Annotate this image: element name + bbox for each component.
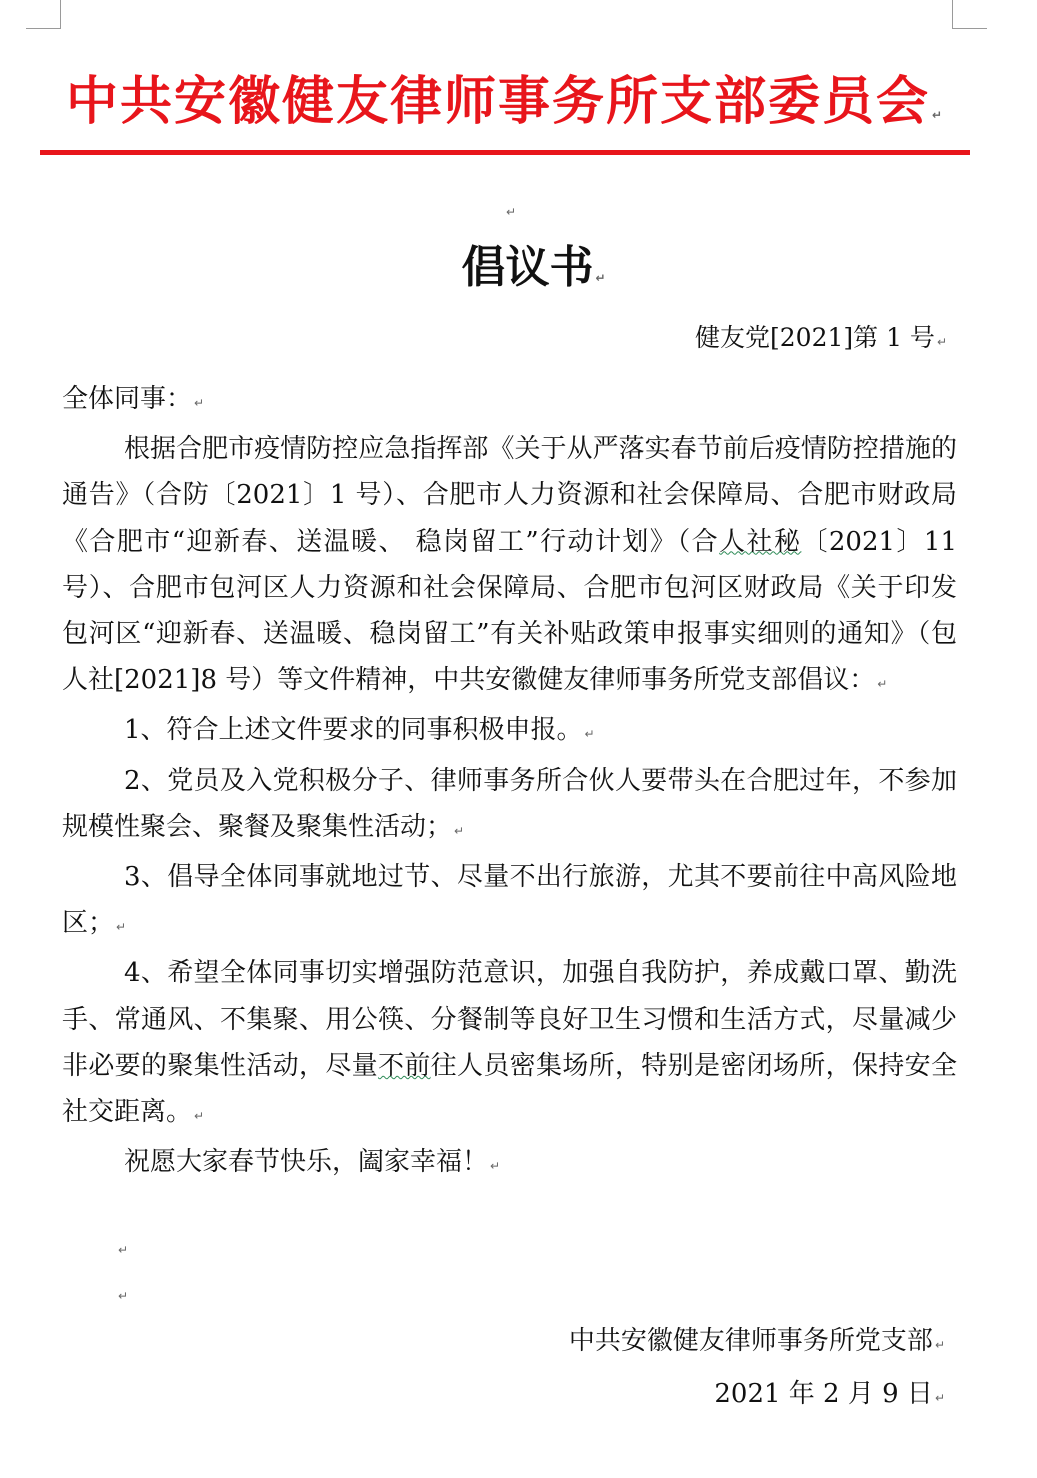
page-corner-mark-top-right xyxy=(952,0,987,29)
letterhead-red-rule xyxy=(40,150,970,155)
spellcheck-underlined-text: 不前 xyxy=(377,1050,431,1081)
paragraph-mark-icon: ↵ xyxy=(194,396,205,410)
paragraph-mark-icon: ↵ xyxy=(118,1243,129,1257)
paragraph-mark-icon: ↵ xyxy=(936,335,947,349)
paragraph-mark-icon: ↵ xyxy=(934,1391,945,1405)
list-item-1: 1、符合上述文件要求的同事积极申报。 ↵ xyxy=(124,715,595,746)
signature-date: 2021 年 2 月 9 日 ↵ xyxy=(714,1379,945,1409)
list-item-3: 3、倡导全体同事就地过节、尽量不出行旅游，尤其不要前往中高风险地区； ↵ xyxy=(62,862,957,939)
paragraph-mark-icon: ↵ xyxy=(194,1109,205,1124)
paragraph-mark-icon: ↵ xyxy=(934,1338,945,1352)
document-number: 健友党[2021]第 1 号 ↵ xyxy=(695,323,947,352)
paragraph-mark-icon: ↵ xyxy=(931,108,945,122)
paragraph-mark-icon: ↵ xyxy=(490,1159,501,1174)
paragraph-mark-icon: ↵ xyxy=(595,271,606,285)
list-item-2: 2、党员及入党积极分子、律师事务所合伙人要带头在合肥过年，不参加规模性聚会、聚餐及聚集性活动； ↵ xyxy=(62,765,957,842)
paragraph-mark-icon: ↵ xyxy=(584,727,595,742)
paragraph-mark-icon: ↵ xyxy=(116,920,127,935)
paragraph-mark-icon: ↵ xyxy=(454,823,465,838)
list-item-4: 4、希望全体同事切实增强防范意识，加强自我防护，养成戴口罩、勤洗手、常通风、不集聚、用公筷、分餐制等良好卫生习惯和生活方式，尽量减少非必要的聚集性活动，尽量不前往人员密集场所，特别是密闭场所，保持安全社交距离。 ↵ xyxy=(62,958,957,1128)
paragraph-mark-icon: ↵ xyxy=(877,677,888,692)
salutation: 全体同事： ↵ xyxy=(62,384,205,414)
spellcheck-underlined-text: 人社秘 xyxy=(719,526,802,557)
closing-wish: 祝愿大家春节快乐，阖家幸福！ ↵ xyxy=(124,1147,501,1178)
signature-organization: 中共安徽健友律师事务所党支部 ↵ xyxy=(568,1326,945,1356)
signature-block xyxy=(569,1317,945,1423)
document-title: 倡议书 ↵ xyxy=(461,242,606,293)
paragraph-mark-icon: ↵ xyxy=(506,205,517,219)
paragraph-mark-icon: ↵ xyxy=(118,1289,129,1303)
letterhead-title: 中共安徽健友律师事务所支部委员会 ↵ xyxy=(65,72,945,132)
page-corner-mark-top-left xyxy=(26,0,61,29)
intro-paragraph: 根据合肥市疫情防控应急指挥部《关于从严落实春节前后疫情防控措施的通告》（合防〔2021〕1 号）、合肥市人力资源和社会保障局、合肥市财政局《合肥市“迎新春、送温暖、 稳岗留工”行动计划》（合人社秘〔2021〕11 号）、合肥市包河区人力资源和社会保障局、合肥市包河区财政局《关于印发包河区“迎新春、送温暖、稳岗留工”有关补贴政策申报事实细则的通知》（包人社[2021]8 号）等文件精神，中共安徽健友律师事务所党支部倡议： ↵ xyxy=(62,434,957,696)
document-body xyxy=(62,376,957,1189)
